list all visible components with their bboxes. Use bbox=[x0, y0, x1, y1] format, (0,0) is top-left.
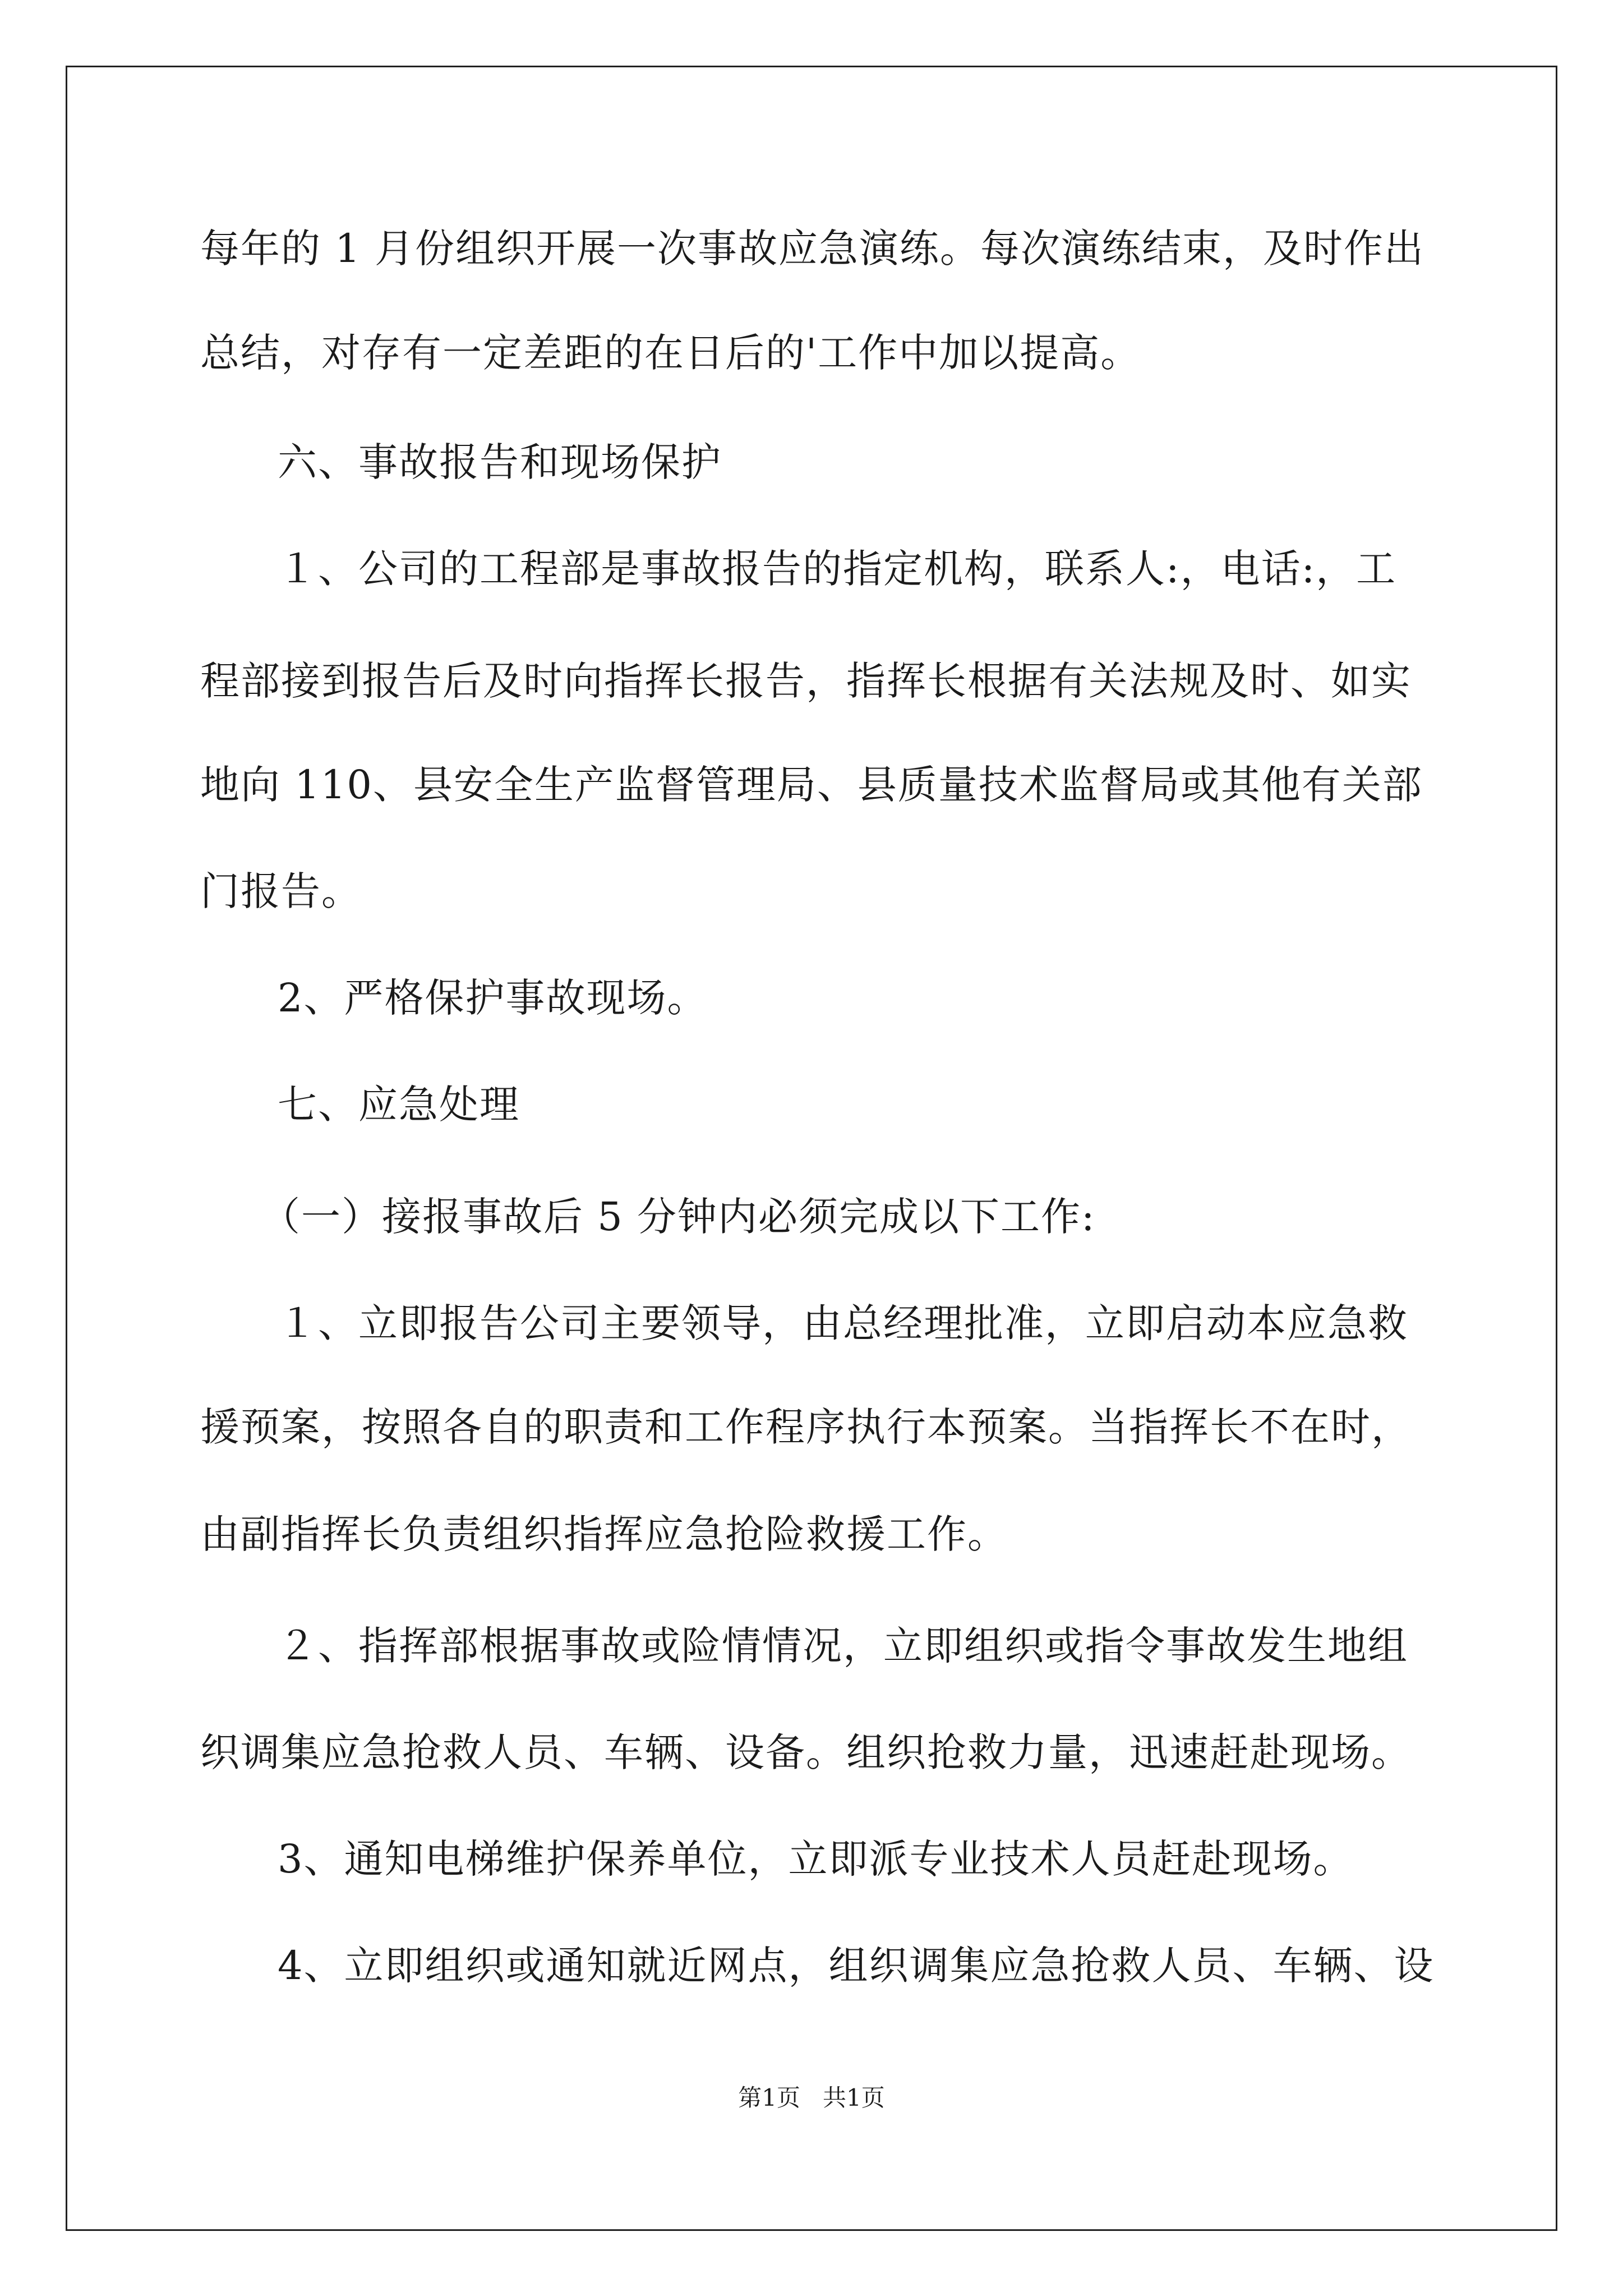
body-line-11: １、立即报告公司主要领导，由总经理批准，立即启动本应急救 bbox=[278, 1300, 1408, 1346]
body-line-16: 3、通知电梯维护保养单位，立即派专业技术人员赶赴现场。 bbox=[278, 1836, 1354, 1882]
body-line-1: 每年的 1 月份组织开展一次事故应急演练。每次演练结束，及时作出 bbox=[200, 226, 1425, 272]
body-line-5: 程部接到报告后及时向指挥长报告，指挥长根据有关法规及时、如实 bbox=[200, 658, 1412, 704]
page-border bbox=[66, 66, 1557, 2231]
body-line-4: １、公司的工程部是事故报告的指定机构，联系人:，电话:，工 bbox=[278, 546, 1397, 592]
page-footer: 第1页 共1页 bbox=[738, 2084, 885, 2111]
body-line-12: 援预案，按照各自的职责和工作程序执行本预案。当指挥长不在时， bbox=[200, 1404, 1412, 1450]
body-line-17: 4、立即组织或通知就近网点，组织调集应急抢救人员、车辆、设 bbox=[278, 1943, 1435, 1989]
body-line-15: 织调集应急抢救人员、车辆、设备。组织抢救力量，迅速赶赴现场。 bbox=[200, 1729, 1412, 1775]
body-line-14: ２、指挥部根据事故或险情情况，立即组织或指令事故发生地组 bbox=[278, 1623, 1408, 1669]
body-line-8: 2、严格保护事故现场。 bbox=[278, 975, 708, 1021]
body-line-10: （一）接报事故后 5 分钟内必须完成以下工作: bbox=[261, 1194, 1096, 1240]
body-line-2: 总结，对存有一定差距的在日后的'工作中加以提高。 bbox=[200, 330, 1141, 376]
body-line-6: 地向 110、县安全生产监督管理局、县质量技术监督局或其他有关部 bbox=[200, 762, 1423, 808]
section-heading-7: 七、应急处理 bbox=[278, 1082, 520, 1128]
section-heading-6: 六、事故报告和现场保护 bbox=[278, 439, 722, 485]
body-line-13: 由副指挥长负责组织指挥应急抢险救援工作。 bbox=[200, 1511, 1008, 1557]
body-line-7: 门报告。 bbox=[200, 868, 362, 914]
